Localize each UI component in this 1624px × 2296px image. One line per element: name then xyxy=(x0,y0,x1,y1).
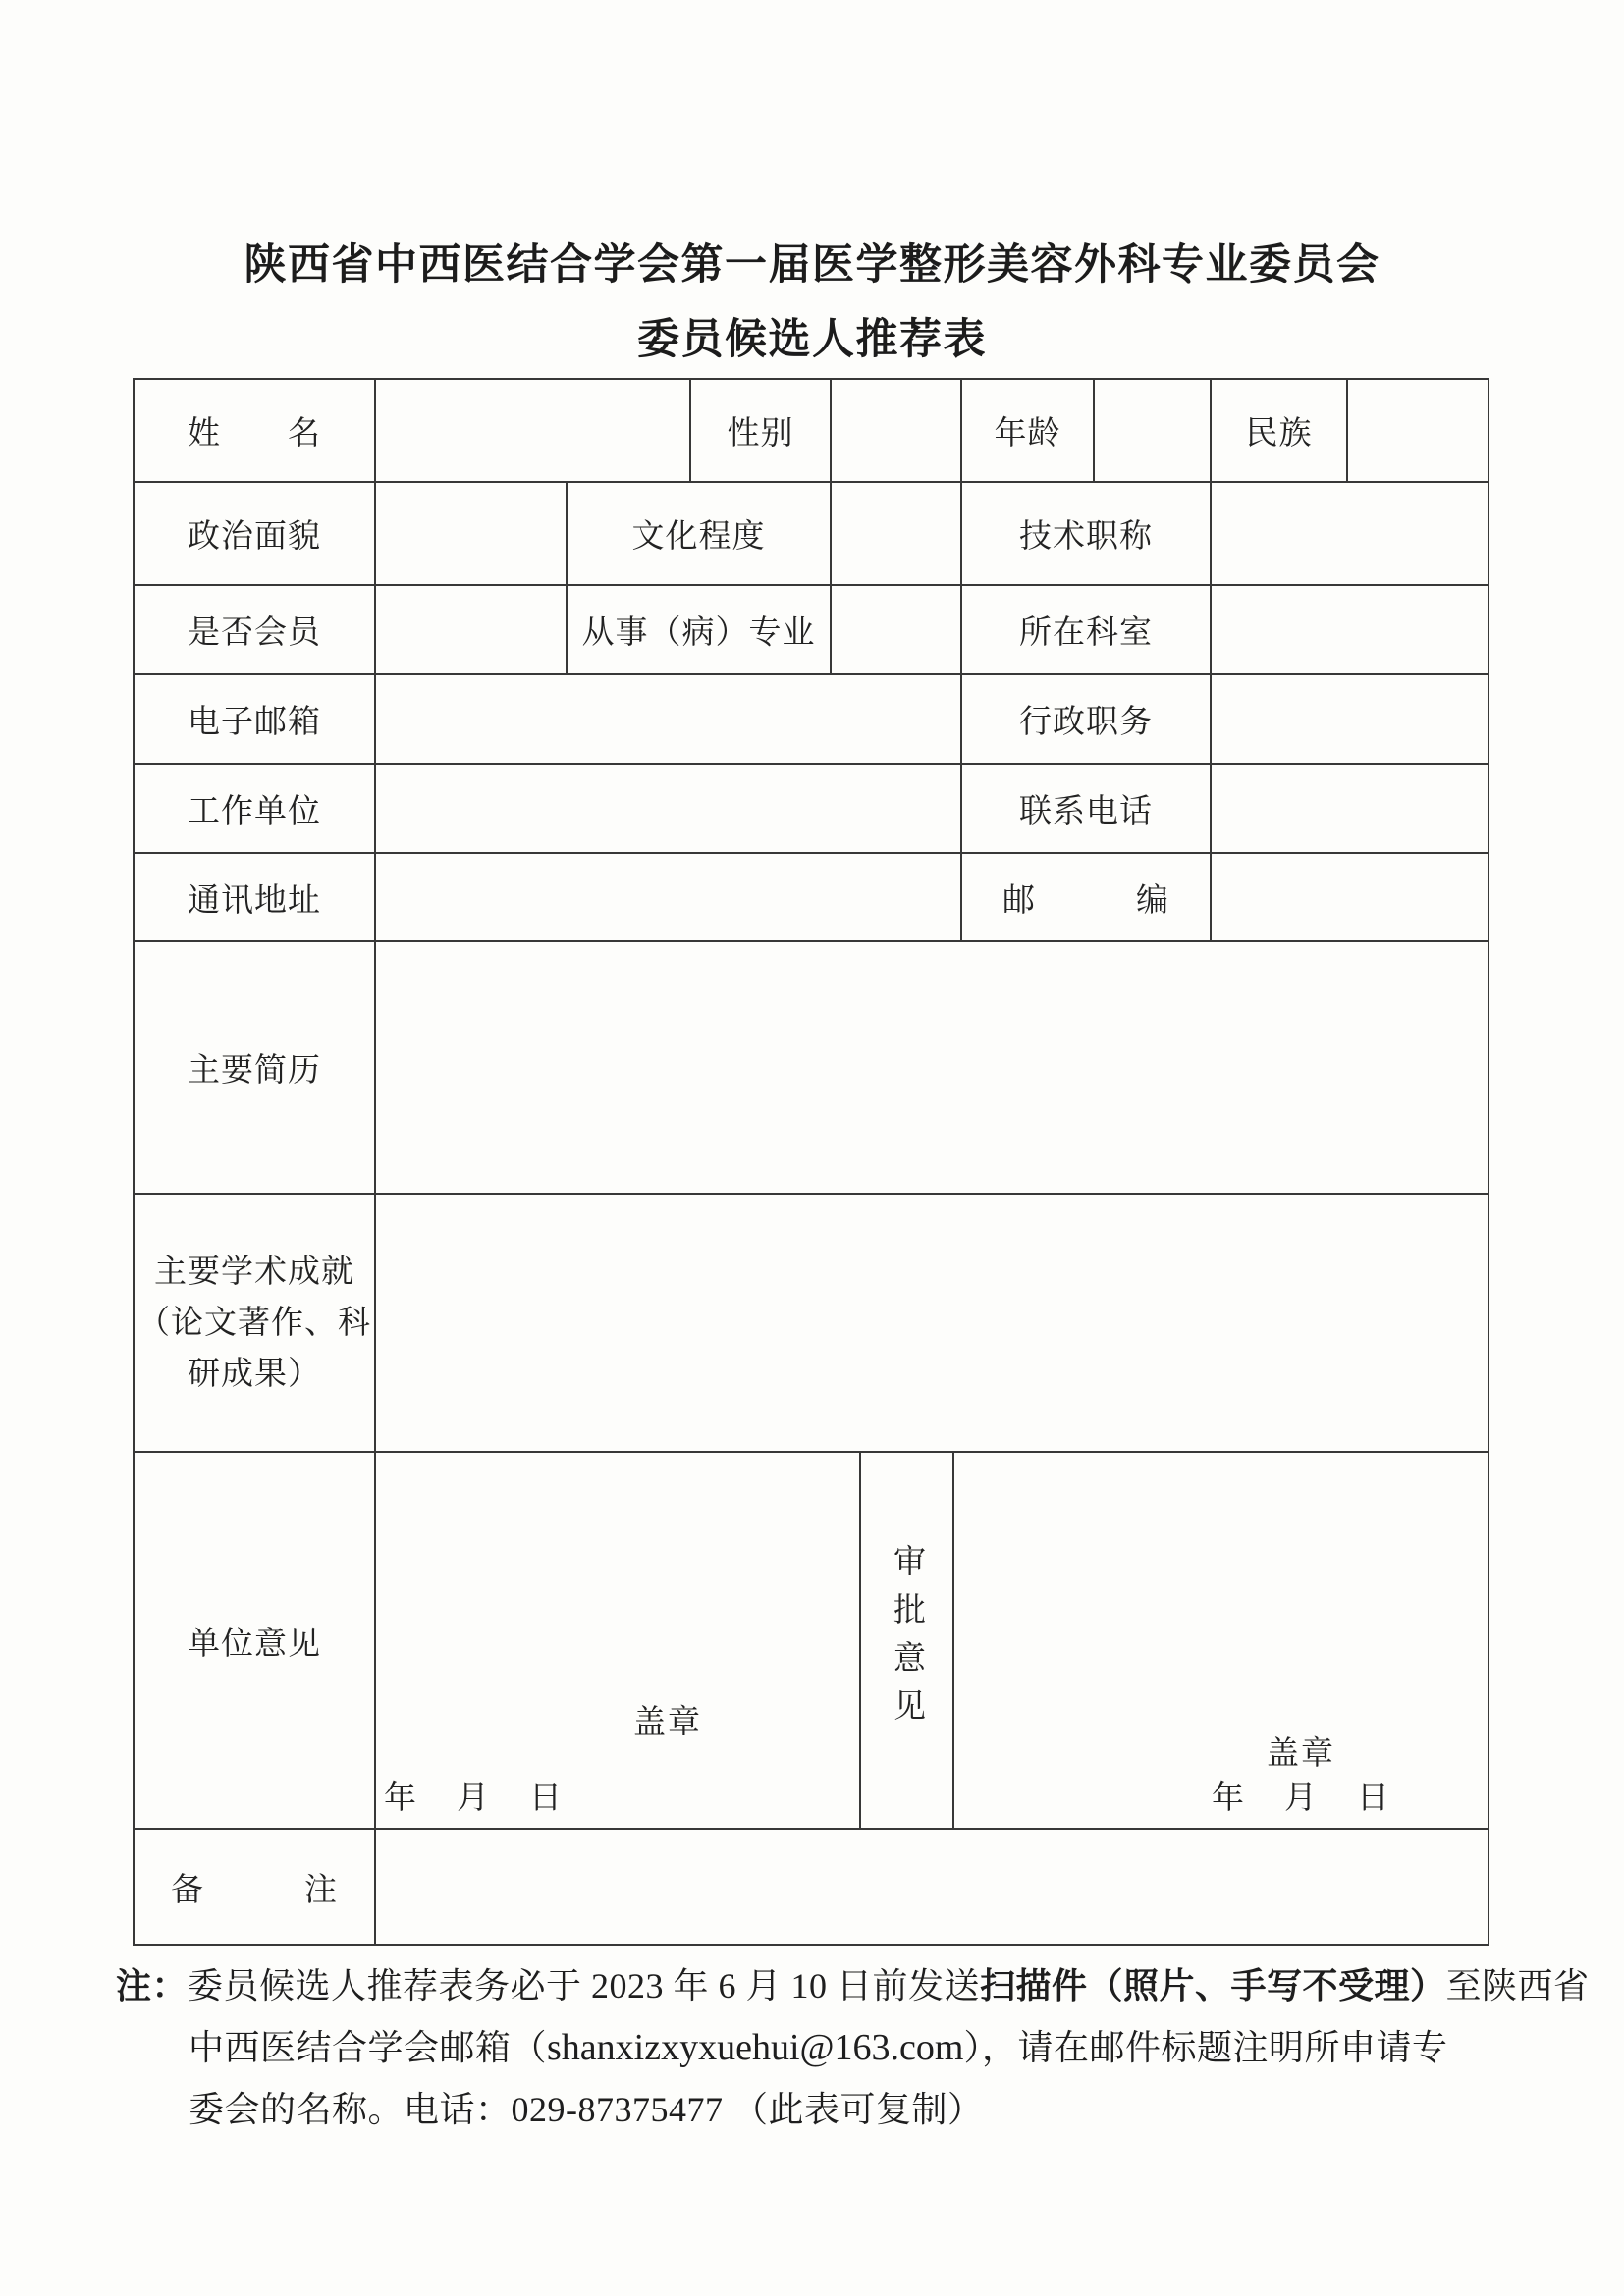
footnote-line1-text: 委员候选人推荐表务必于 2023 年 6 月 10 日前发送 xyxy=(188,1966,981,2005)
form-title-line1: 陕西省中西医结合学会第一届医学整形美容外科专业委员会 xyxy=(244,242,1380,289)
approval-opinion-field xyxy=(952,1451,1489,1830)
ethnicity-label: 民族 xyxy=(1210,378,1348,483)
ethnicity-field xyxy=(1346,378,1489,483)
work-unit-field xyxy=(374,763,962,854)
approval-opinion-label xyxy=(859,1451,954,1830)
department-label: 所在科室 xyxy=(960,584,1212,675)
achievements-field xyxy=(374,1193,1489,1453)
admin-position-field xyxy=(1210,673,1489,765)
age-field xyxy=(1093,378,1212,483)
form-title-line2: 委员候选人推荐表 xyxy=(637,317,987,363)
name-label: 姓 名 xyxy=(133,378,376,483)
political-status-field xyxy=(374,481,568,586)
political-status-label: 政治面貌 xyxy=(133,481,376,586)
footnote-line2-prefix: 中西医结合学会邮箱（ xyxy=(189,2028,548,2067)
age-label: 年龄 xyxy=(960,378,1095,483)
postal-code-field xyxy=(1210,852,1489,942)
email-field xyxy=(374,673,962,765)
name-field xyxy=(374,378,691,483)
remarks-field xyxy=(374,1828,1489,1946)
work-unit-label: 工作单位 xyxy=(133,763,376,854)
resume-field xyxy=(374,940,1489,1195)
admin-position-label: 行政职务 xyxy=(960,673,1212,765)
postal-code-label: 邮 编 xyxy=(960,852,1212,942)
unit-stamp-label: 盖章 xyxy=(633,1705,702,1740)
phone-field xyxy=(1210,763,1489,854)
gender-field xyxy=(830,378,962,483)
resume-label: 主要简历 xyxy=(133,940,376,1195)
footnote-line3: 委会的名称。电话：029-87375477 （此表可复制） xyxy=(189,2090,984,2129)
achievements-label-line1: 主要学术成就 xyxy=(154,1254,354,1290)
membership-label: 是否会员 xyxy=(133,584,376,675)
phone-label: 联系电话 xyxy=(960,763,1212,854)
email-label: 电子邮箱 xyxy=(133,673,376,765)
achievements-label-line3: 研成果） xyxy=(188,1356,321,1392)
membership-field xyxy=(374,584,568,675)
approval-date-label: 年 月 日 xyxy=(1212,1781,1393,1816)
unit-date-label: 年 月 日 xyxy=(384,1781,566,1816)
technical-title-field xyxy=(1210,481,1489,586)
approval-opinion-label-text: 审批意见 xyxy=(889,1544,924,1736)
footnote-email: shanxizxyxuehui@163.com xyxy=(547,2027,964,2068)
footnote-line2-suffix: ），请在邮件标题注明所申请专 xyxy=(963,2028,1448,2067)
footnote-line1-suffix: 至陕西省 xyxy=(1445,1966,1590,2005)
department-field xyxy=(1210,584,1489,675)
address-field xyxy=(374,852,962,942)
unit-opinion-label: 单位意见 xyxy=(133,1451,376,1830)
achievements-label xyxy=(133,1193,376,1453)
technical-title-label: 技术职称 xyxy=(960,481,1212,586)
education-field xyxy=(830,481,962,586)
education-label: 文化程度 xyxy=(566,481,832,586)
footnote-prefix: 注： xyxy=(116,1966,189,2005)
approval-stamp-label: 盖章 xyxy=(1267,1736,1335,1772)
specialty-field xyxy=(830,584,962,675)
specialty-label: 从事（病）专业 xyxy=(566,584,832,675)
address-label: 通讯地址 xyxy=(133,852,376,942)
unit-opinion-field xyxy=(374,1451,861,1830)
form-title xyxy=(0,229,1624,378)
footnote xyxy=(116,1955,1598,2141)
gender-label: 性别 xyxy=(689,378,832,483)
footnote-line1-bold: 扫描件（照片、手写不受理） xyxy=(980,1966,1446,2005)
form-table xyxy=(133,378,1489,1946)
remarks-label: 备 注 xyxy=(133,1828,376,1946)
achievements-label-line2: （论文著作、科 xyxy=(137,1305,371,1341)
